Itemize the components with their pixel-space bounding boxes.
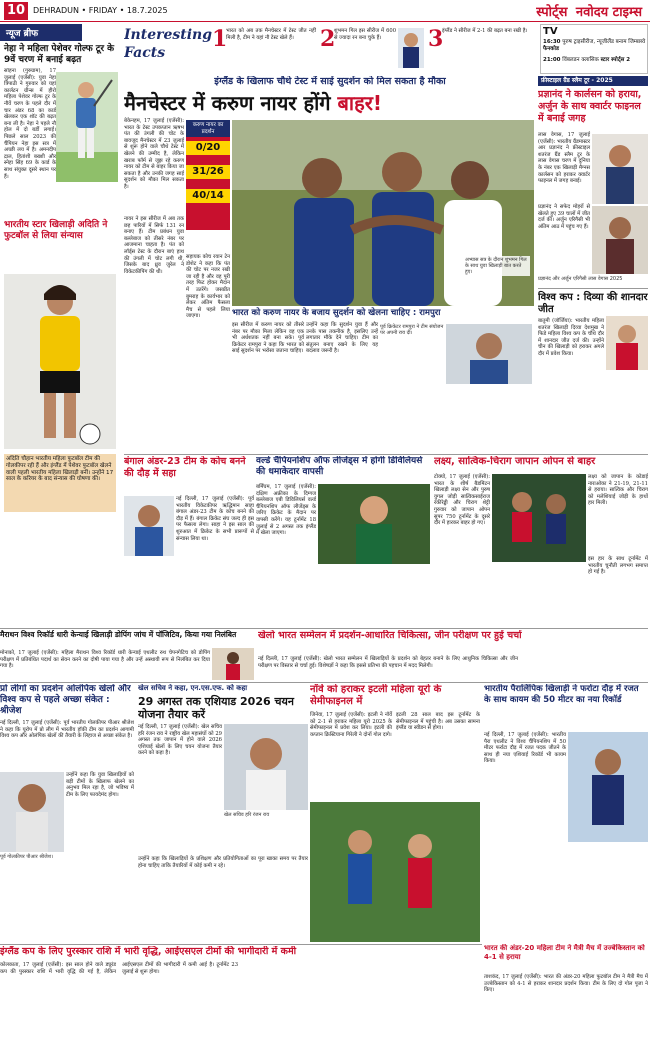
bengal-body: नई दिल्ली, 17 जुलाई (एजेंसी): पूर्व भारतीय विकेटकीपर ऋद्धिमान साहा बंगाल अंडर-23 टीम के कोच बनने की दौड़ में हैं। बंगाल क्रिकेट संघ जल्द ही इस पर फैसला लेगा। साहा ने इस साल की शुरुआत में क्रिकेट के सभी प्रारूपों से संन्यास लिया था। xyxy=(176,496,254,542)
lead-dateline: बेकेनहम, 17 जुलाई (एजेंसी): भारत के टेस्ट उपकप्तान ऋषभ पंत की उंगली की चोट के बावजूद मैनचेस्टर में 23 जुलाई से शुरू होने वाले चौथे टेस्ट में खेलने की उम्मीद है, लेकिन खराब फॉर्म से जूझ रहे करुण नायर को टीम से बाहर किया जा सकता है और उनकी जगह साई सुदर्शन को मौका मिल सकता है। xyxy=(124,118,184,190)
section-brand xyxy=(536,2,642,20)
stat-value-3: 40/14 xyxy=(186,189,230,203)
masthead-rule xyxy=(0,21,650,22)
u20-story xyxy=(484,944,648,1040)
tv-row-2 xyxy=(543,57,647,64)
devilliers-photo xyxy=(318,484,430,564)
japan-open-right-body: लक्ष्य को जापान के कोडाई नाराओका ने 21-19, 21-11 से हराया। सात्विक और चिराग को मलेशियाई जोड़ी के हाथों हार मिली। xyxy=(588,474,648,507)
brief-story1-title: नेहा ने महिला पेशेवर गोल्फ टूर के 9वें चरण में बनाई बढ़त xyxy=(4,44,115,65)
japan-open-story xyxy=(434,456,648,626)
euro-body: जिनेवा, 17 जुलाई (एजेंसी): इटली ने नॉर्वे को 2-1 से हराकर महिला यूरो 2025 के सेमीफाइनल में प्रवेश कर लिया। इटली की कप्तान क्रिस्टियाना गिरेली ने दोनों गोल दागे। xyxy=(310,712,392,738)
row-rule xyxy=(124,454,648,455)
japan-open-right-body-2: इस हार के साथ टूर्नामेंट में भारतीय चुनौती लगभग समाप्त हो गई है। xyxy=(588,556,648,576)
lead-photo-caption xyxy=(232,308,534,319)
asiad-body: नई दिल्ली, 17 जुलाई (एजेंसी): खेल सचिव हरि रंजन राव ने राष्ट्रीय खेल महासंघों को 29 अगस्त तक जापान में होने वाले 2026 एशियाई खेलों के लिए चयन योजना तैयार करने को कहा है। xyxy=(138,724,222,757)
stat-value-2: 31/26 xyxy=(186,165,230,179)
cardio-body: नई दिल्ली, 17 जुलाई (एजेंसी): खेलो भारत सम्मेलन में खिलाड़ियों के प्रदर्शन को बेहतर बनाने के लिए आधुनिक चिकित्सा और जीन परीक्षण पर विस्तार से चर्चा हुई। विशेषज्ञों ने कहा कि इससे प्रतिभा की पहचान में मदद मिलेगी। xyxy=(258,656,518,669)
tv-listing xyxy=(540,24,648,74)
tv-time: 16:30 xyxy=(543,39,561,45)
edition-date: 18.7.2025 xyxy=(126,6,168,15)
saha-photo xyxy=(124,496,174,556)
lead-sub-body-2: उन्होंने कहा कि सुदर्शन युवा हैं और उनके पास तकनीक है, इसलिए उन्हें लगातार मौके देने चाहिए। टीम का संतुलन बनाए रखने के लिए यह बदलाव जरूरी है। xyxy=(306,322,378,355)
edition-line xyxy=(33,6,168,15)
runner-photo xyxy=(212,648,254,680)
brief-story2-title: भारतीय स्टार खिलाड़ी अदिति ने फुटबॉल से लिया संन्यास xyxy=(4,220,108,241)
lead-headline xyxy=(124,91,536,115)
chess-body: लास वेगास, 17 जुलाई (एजेंसी): भारतीय ग्रैंडमास्टर आर प्रज्ञानंद ने फ्रीस्टाइल शतरंज ग्रैंड स्लैम टूर के लास वेगास चरण में दुनिया के नंबर एक खिलाड़ी मैग्नस कार्लसन को हराकर क्वार्टर फाइनल में जगह बनाई। xyxy=(538,132,590,185)
world-cup-title: विश्व कप : दिव्या की शानदार जीत xyxy=(538,292,648,315)
euro-title: नॉर्वे को हराकर इटली महिला यूरो के सेमीफाइनल में xyxy=(310,684,442,707)
chess-photo-1 xyxy=(592,134,648,204)
masthead xyxy=(0,0,650,22)
fact-text: इंग्लैंड ने सीरीज में 2-1 की बढ़त बना रखी है। xyxy=(442,28,528,34)
asiad-body-2: उन्होंने कहा कि खिलाड़ियों के प्रशिक्षण और प्रतियोगिताओं का पूरा खाका समय पर तैयार होना चाहिए ताकि तैयारियों में कोई कमी न रहे। xyxy=(138,856,308,869)
edition-day: FRIDAY xyxy=(88,6,118,15)
stat-value-1: 0/20 xyxy=(186,141,230,155)
fact-item-2 xyxy=(320,28,424,70)
tv-channel: स्टार स्पोर्ट्स 2 xyxy=(600,57,631,63)
fact-text: भारत को अब तक मैनचेस्टर में टेस्ट जीत नहीं मिली है, टीम ने यहां नौ टेस्ट खेले हैं। xyxy=(226,28,316,41)
fact-number: 1 xyxy=(212,26,228,52)
pro-league-body: नई दिल्ली, 17 जुलाई (एजेंसी): पूर्व भारतीय गोलकीपर पीआर श्रीजेश ने कहा कि यूरोप में प्रो लीग में भारतीय हॉकी टीम का प्रदर्शन आगामी विश्व कप और ओलंपिक खेलों की तैयारी के लिहाज से अच्छा संकेत है। xyxy=(0,720,134,740)
news-brief xyxy=(0,24,120,514)
brief-story2-caption: अदिति चौहान भारतीय महिला फुटबॉल टीम की गोलकीपर रही हैं और इंग्लैंड में पेशेवर फुटबॉल खेलने वाली पहली भारतीय महिला खिलाड़ी बनीं। उन्होंने 17 साल के करियर के बाद संन्यास की घोषणा की। xyxy=(4,454,116,512)
cardio-title: खेलो भारत सम्मेलन में प्रदर्शन-आधारित चिकित्सा, जीन परीक्षण पर हुई चर्चा xyxy=(258,630,522,641)
world-cup-body: बातुमी (जॉर्जिया): भारतीय महिला शतरंज खिलाड़ी दिव्या देशमुख ने फिडे महिला विश्व कप के चौथे दौर में शानदार जीत दर्ज की। उन्होंने चीन की खिलाड़ी को हराकर अगले दौर में प्रवेश किया। xyxy=(538,318,604,357)
fact-number: 2 xyxy=(320,26,336,52)
news-brief-label: न्यूज ब्रीफ xyxy=(0,24,82,41)
tv-time: 21:00 xyxy=(543,57,561,63)
sreejesh-caption: पूर्व गोलकीपर पीआर श्रीजेश। xyxy=(0,854,54,860)
golfer-photo xyxy=(56,72,118,182)
divider xyxy=(538,288,648,289)
chess-body-2: प्रज्ञानंद ने सफेद मोहरों से खेलते हुए 39 चालों में जीत दर्ज की। अर्जुन एरिगैसी भी अंतिम आठ में पहुंच गए हैं। xyxy=(538,204,590,230)
fact-text: शुभमन गिल इस सीरीज में 600 से ज्यादा रन बना चुके हैं। xyxy=(334,28,396,41)
japan-open-body: टोक्यो, 17 जुलाई (एजेंसी): भारत के शीर्ष बैडमिंटन खिलाड़ी लक्ष्य सेन और पुरुष युगल जोड़ी सात्विकसाईराज रंकीरेड्डी और चिराग शेट्टी गुरुवार को जापान ओपन सुपर 750 टूर्नामेंट के दूसरे दौर में हारकर बाहर हो गए। xyxy=(434,474,490,527)
japan-open-title: लक्ष्य, सात्विक-चिराग जापान ओपन से बाहर xyxy=(434,456,596,467)
legends-story xyxy=(256,456,432,626)
tv-program: विंबलडन क्लासिक xyxy=(562,57,599,63)
lead-body-3: सहायक कोच रयान टेन डोशेट ने कहा कि पंत की चोट पर नजर रखी जा रही है और वह पूरी तरह फिट होकर मैदान में उतरेंगे। जसप्रीत बुमराह के कार्यभार को लेकर अंतिम फैसला मैच से पहले लिया जाएगा। xyxy=(186,254,230,320)
separator-dot: • xyxy=(81,6,89,15)
chess-tag: फ्रीस्टाइल ग्रैंड स्लैम टूर - 2025 xyxy=(538,76,648,86)
rampura-caption: पूर्व क्रिकेटर रामपुरा ने टीम संयोजन पर अपनी राय दी। xyxy=(380,324,444,336)
cardio-story xyxy=(258,630,648,680)
pro-league-title: प्रो लीगों का प्रदर्शन ओलंपिक खेलों और विश्व कप से पहले अच्छा संकेत : श्रीजेश xyxy=(0,684,131,716)
marathon-body: मोनाको, 17 जुलाई (एजेंसी): महिला मैराथन विश्व रिकॉर्ड धारी केन्याई एथलीट रुथ चेपनगेटिच को डोपिंग परीक्षण में प्रतिबंधित पदार्थ का सेवन करने का दोषी पाया गया है और उन्हें अस्थायी रूप से निलंबित कर दिया गया है। xyxy=(0,650,210,670)
fact-item-3 xyxy=(428,28,532,70)
bottom-title: इंग्लैंड कप के लिए पुरस्कार राशि में भारी वृद्धि, आईएसएल टीमों की भागीदारी में कमी xyxy=(0,946,297,957)
page-number: 10 xyxy=(4,2,28,20)
edition-name: DEHRADUN xyxy=(33,6,79,15)
stat-box xyxy=(186,120,230,230)
bengal-story xyxy=(124,456,254,626)
fide-body: नई दिल्ली, 17 जुलाई (एजेंसी): भारतीय पैरा एथलीट ने विश्व चैंपियनशिप में 50 मीटर फर्राटा दौड़ में रजत पदक जीतने के साथ ही नया एशियाई रिकॉर्ड भी कायम किया। xyxy=(484,732,566,765)
caption-text: भारत को करुण नायर के बजाय सुदर्शन को खेलना चाहिए : रामपुरा xyxy=(232,308,441,318)
separator-dot: • xyxy=(119,6,127,15)
lead-kicker: इंग्लैंड के खिलाफ चौथे टेस्ट में साई सुदर्शन को मिल सकता है मौका xyxy=(214,76,446,87)
headline-main: मैनचेस्टर में करुण नायर होंगे xyxy=(124,91,331,115)
asiad-story xyxy=(138,684,308,944)
row-rule xyxy=(0,944,482,945)
euro-photo xyxy=(310,802,480,942)
facts-box xyxy=(124,24,536,74)
marathon-story xyxy=(0,630,256,680)
euro-body-2: इटली 28 साल बाद इस टूर्नामेंट के सेमीफाइनल में पहुंची है। अब उसका सामना इंग्लैंड या स्वीडन से होगा। xyxy=(396,712,480,732)
asiad-kicker: खेल सचिव ने कहा, एन.एस.एफ. को कहा xyxy=(138,684,248,692)
bottom-story xyxy=(0,946,482,1042)
rampura-photo xyxy=(446,324,532,384)
asiad-caption: खेल सचिव हरि रंजन राव xyxy=(224,812,270,818)
lead-story xyxy=(124,76,536,452)
footballer-photo xyxy=(4,274,116,449)
badminton-photo xyxy=(492,474,586,562)
lead-photo xyxy=(232,120,534,306)
brief-story1-text: सोहना (गुरुग्राम), 17 जुलाई (एजेंसी): युवा नेहा त्रिपाठी ने गुरुवार को यहां कार्लटन ग्रीन्स में हीरो महिला पेशेवर गोल्फ टूर के नौवें चरण के पहले दौर में चार अंडर 68 का कार्ड खेलकर एक शॉट की बढ़त बना ली है। नेहा ने पहले नौ होल में दो बर्डी लगाईं। पिछले साल 2023 की चैंपियन नेहा इस सत्र में अच्छी लय में है। अमनदीप द्राल, हितांशी बख्शी और स्नेहा सिंह 69 के कार्ड के साथ संयुक्त दूसरे स्थान पर हैं। xyxy=(4,68,56,180)
section-label: स्पोर्ट्स xyxy=(536,5,568,20)
chess-headline: प्रज्ञानंद ने कार्लसन को हराया, अर्जुन के साथ क्वार्टर फाइनल में बनाई जगह xyxy=(538,89,642,124)
pro-league-story xyxy=(0,684,134,944)
u20-title: भारत की अंडर-20 महिला टीम ने मैत्री मैच में उज्बेकिस्तान को 4-1 से हराया xyxy=(484,944,645,961)
headline-accent: बाहर! xyxy=(337,91,383,115)
legends-body: बर्मिंघम, 17 जुलाई (एजेंसी): दक्षिण अफ्रीका के दिग्गज बल्लेबाज एबी डिविलियर्स वर्ल्ड चैंपियनशिप ऑफ लीजेंड्स के जरिए क्रिकेट के मैदान पर वापसी करेंगे। यह टूर्नामेंट 18 जुलाई से 2 अगस्त तक इंग्लैंड में खेला जाएगा। xyxy=(256,484,316,537)
fide-story xyxy=(484,684,648,944)
divya-photo xyxy=(606,316,648,370)
sports-secretary-photo xyxy=(224,724,308,810)
bottom-body: कोलकाता, 17 जुलाई (एजेंसी): इस साल होने वाले ड्यूरंड कप की पुरस्कार राशि में भारी वृद्धि की गई है, लेकिन आईएसएल टीमों की भागीदारी में कमी आई है। टूर्नामेंट 23 जुलाई से शुरू होगा। xyxy=(0,962,238,975)
player-avatar xyxy=(398,28,424,68)
row-rule xyxy=(0,628,648,629)
facts-label xyxy=(124,26,213,72)
lead-side-caption: अभ्यास सत्र के दौरान शुभमन गिल के साथ युवा खिलाड़ी बात करते हुए। xyxy=(464,256,530,276)
chess-photo-caption: प्रज्ञानंद और अर्जुन एरिगैसी लास वेगास 2025 xyxy=(538,276,623,282)
pro-league-body-2: उन्होंने कहा कि युवा खिलाड़ियों को बड़ी टीमों के खिलाफ खेलने का अनुभव मिल रहा है, जो भविष्य में टीम के लिए फायदेमंद होगा। xyxy=(66,772,134,798)
marathon-title: मैराथन विश्व रिकॉर्ड धारी केन्याई खिलाड़ी डोपिंग जांच में पॉजिटिव, किया गया निलंबित xyxy=(0,630,237,639)
tv-row-1 xyxy=(543,39,647,52)
para-athlete-photo xyxy=(568,732,648,842)
fact-number: 3 xyxy=(428,26,444,52)
lead-sub-body: इस सीरीज में करुण नायर को तीसरे नंबर पर मौका मिला लेकिन वह एक भी अर्धशतक नहीं बना सके। पूर्व क्रिकेटर रामपुरा ने कहा कि भारत को साई सुदर्शन पर भरोसा जताना चाहिए। xyxy=(232,322,304,355)
chess-continued xyxy=(538,376,648,452)
fact-item-1 xyxy=(212,28,316,70)
bengal-title: बंगाल अंडर-23 टीम के कोच बनने की दौड़ में सहा xyxy=(124,456,246,479)
tv-program: पुरुष ट्राइसीरीज, न्यूजीलैंड बनाम जिम्बाब्वे xyxy=(562,39,646,45)
asiad-title: 29 अगस्त तक एशियाड 2026 चयन योजना तैयार करें xyxy=(138,695,294,721)
stat-label: करुण नायर का प्रदर्शन xyxy=(186,120,230,137)
fide-title: भारतीय पैरालिंपिक खिलाड़ी ने फर्राटा दौड़ में रजत के साथ कायम की 50 मीटर का नया रिकॉर्ड xyxy=(484,684,639,705)
tv-label: TV xyxy=(543,26,558,37)
lead-body-2: नायर ने इस सीरीज में अब तक छह पारियों में सिर्फ 131 रन बनाए हैं। टीम प्रबंधन युवा बल्लेबाज को तीसरे नंबर पर आजमाना चाहता है। पंत को लॉर्ड्स टेस्ट के दौरान बाएं हाथ की उंगली में चोट लगी थी, जिसके बाद ध्रुव जुरेल ने विकेटकीपिंग की थी। xyxy=(124,216,184,275)
sreejesh-photo xyxy=(0,772,64,852)
u20-body: ताशकंद, 17 जुलाई (एजेंसी): भारत की अंडर-20 महिला फुटबॉल टीम ने मैत्री मैच में उज्बेकिस्तान को 4-1 से हराकर शानदार प्रदर्शन किया। टीम के लिए दो गोल पूजा ने किए। xyxy=(484,974,648,994)
legends-title: वर्ल्ड चैंपियनशिप ऑफ लीजेंड्स में होगी डिविलियर्स की धमाकेदार वापसी xyxy=(256,456,423,477)
brand-name: नवोदय टाइम्स xyxy=(575,5,642,20)
chess-photo-2 xyxy=(592,206,648,274)
facts-label-text: Interesting Facts xyxy=(124,27,213,61)
chess-story xyxy=(538,76,648,376)
row-rule xyxy=(0,682,648,683)
tv-channel: फैनकोड xyxy=(543,45,559,52)
